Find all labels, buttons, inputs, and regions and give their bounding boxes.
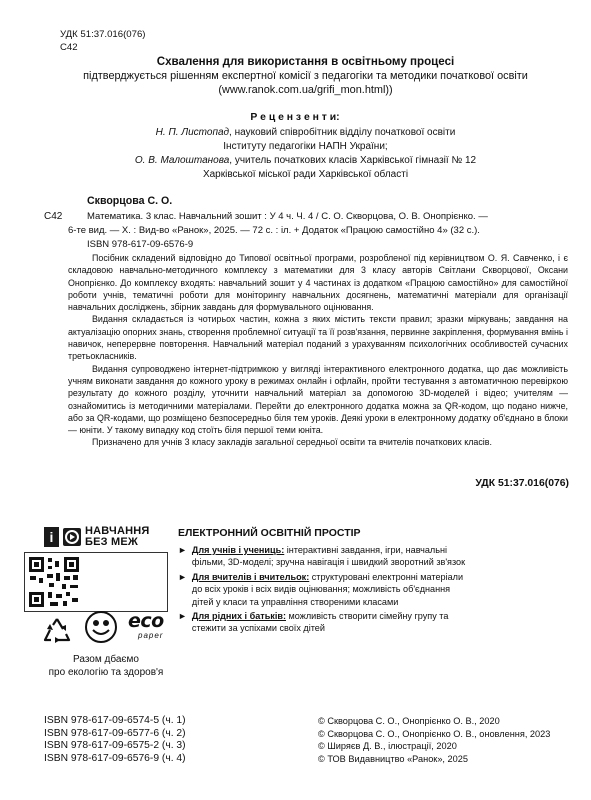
biblio-line1: Математика. 3 клас. Навчальний зошит : У 4 ч. Ч. 4 / С. О. Скворцова, О. В. Онопрієнко. — [87,211,488,222]
reviewer-2-text: , учитель початкових класів Харківської гімназії № 12 [229,155,477,166]
logo-line1: НАВЧАННЯ [85,525,150,537]
reviewer-1-name: Н. П. Листопад [155,127,230,138]
eco-paper-word: paper [138,631,164,640]
isbn-list [44,715,186,765]
eco-paper-logo [128,612,170,648]
eco-word: eco [128,610,164,632]
copyright-2: © Скворцова С. О., Онопрієнко О. В., оновлення, 2023 [318,728,551,739]
electronic-item-parents [178,610,474,635]
approval-title: Схвалення для використання в освітньому процесі [156,55,455,68]
approval-line1: підтверджується рішенням експертної комісії з педагогіки та методики початкової освіти [83,70,528,82]
electronic-item-label: Для учнів і учениць: [191,545,285,555]
reviewer-1 [40,127,571,138]
recycle-icon [42,616,72,644]
annotation-p1: Посібник складений відповідно до Типової освітньої програми, розробленої під керівництвом О. Я. Савченко, і є складовою навчально-методичного комплексу з математики для 3 класу авторів Світлани Скворцової, Оксани Онопрієнко. До комплексу входять: навчальний зошит у 4 частинах із додатком «Працюю самостійно» для самостійної роботи учнів, тематичні роботи для моніторингу навчальних досягнень, математичні матеріали для організації навчальних досліджень, збірник завдань для формувального оцінювання. [68,253,568,313]
udk-bottom: УДК 51:37.016(076) [475,478,569,489]
copyright-4: © ТОВ Видавництво «Ранок», 2025 [318,753,468,764]
smiley-icon [84,610,118,644]
reviewers-heading: Р е ц е н з е н т и: [250,112,340,123]
logo-play-icon [62,527,82,547]
electronic-item-label: Для вчителів і вчительок: [191,571,310,582]
electronic-item-label: Для рідних і батьків: [191,611,286,622]
eco-caption [24,654,188,679]
annotation-p3: Видання супроводжено інтернет-підтримкою у вигляді інтерактивного електронного додатка, що дає можливість учням виконати завдання до кожного уроку в режимах онлайн і офлайн, пройти тестування з автоматичною перевіркою результату до кожного розділу, уточнити навчальний матеріал за допомогою 3D-моделей і відео; учителям — ознайомитись із методичними матеріалами. Перейти до електронного додатка можна за QR-кодом, що подано нижче, або за QR-кодами, що розміщено безпосередньо біля тем уроків. Деякі уроки в електронному додатку об'єднано в блоки — юніти. У такому випадку код стоїть біля першої теми юніта. [68,363,568,436]
eco-caption-line2: про екологію та здоров'я [48,666,164,678]
electronic-item-text: інтерактивні завдання, ігри, навчальні фільми, 3D-моделі; зручна навігація і швидкий зворотний зв'язок [191,545,466,568]
reviewer-1-text: , науковий співробітник відділу початкової освіти [229,127,456,138]
logo-line2: БЕЗ МЕЖ [85,536,139,548]
reviewer-2 [40,155,571,166]
copyright-3: © Ширяєв Д. В., ілюстрації, 2020 [318,741,457,752]
biblio-isbn: ISBN 978-617-09-6576-9 [87,239,194,250]
biblio-author: Скворцова С. О. [87,195,173,207]
biblio-line2: 6-те вид. — Х. : Вид-во «Ранок», 2025. — 72 с. : іл. + Додаток «Працюю самостійно 4» (32 с.). [68,225,480,236]
isbn-part-2: ISBN 978-617-09-6577-6 (ч. 2) [44,727,186,739]
udk-top: УДК 51:37.016(076) [60,29,146,40]
arrow-icon: ► [178,571,187,582]
electronic-item-text: структуровані електронні матеріали до всіх уроків і всіх видів оцінювання; можливість об'єднання дітей у класи та управління створеними класами [191,571,464,607]
arrow-icon: ► [178,545,187,555]
annotation-p4: Призначено для учнів 3 класу закладів загальної середньої освіти та вчителів початкових класів. [92,437,492,448]
annotation-p2: Видання складається із чотирьох частин, кожна з яких містить тексти правил; зразки міркувань; завдання на актуалізацію опорних знань, створення проблемної ситуації та її розв'язання, первинне закріплення, формування вмінь і навичок, неперервне повторення. Навчальний матеріал поданий з урахуванням психологічних особливостей сучасних третьокласників. [68,314,568,362]
copyright-list [318,715,550,765]
code-top: С42 [60,42,78,53]
approval-line2: (www.ranok.com.ua/grifi_mon.html)) [218,84,393,96]
copyright-1: © Скворцова С. О., Онопрієнко О. В., 2020 [318,716,500,726]
electronic-item-teachers [178,571,474,608]
isbn-part-4: ISBN 978-617-09-6576-9 (ч. 4) [44,752,186,764]
isbn-part-3: ISBN 978-617-09-6575-2 (ч. 3) [44,740,186,752]
annotation [68,252,568,449]
arrow-icon: ► [178,611,187,622]
reviewer-2-line2: Харківської міської ради Харківської області [202,169,409,180]
electronic-item-text: можливість створити сімейну групу та стежити за успіхами своїх дітей [191,611,449,634]
reviewer-2-name: О. В. Малоштанова [134,155,230,166]
logo-i-mark: i [44,527,59,547]
reviewer-1-line2: Інституту педагогіки НАПН України; [223,141,388,152]
qr-box [24,552,168,612]
qr-code-icon[interactable] [28,556,80,608]
electronic-list [178,544,474,637]
eco-caption-line1: Разом дбаємо [73,654,139,665]
logo [44,526,149,548]
electronic-item-students [178,544,474,569]
isbn-part-1: ISBN 978-617-09-6574-5 (ч. 1) [44,715,186,726]
electronic-heading: ЕЛЕКТРОННИЙ ОСВІТНІЙ ПРОСТІР [178,527,361,539]
biblio-code: С42 [44,211,63,222]
